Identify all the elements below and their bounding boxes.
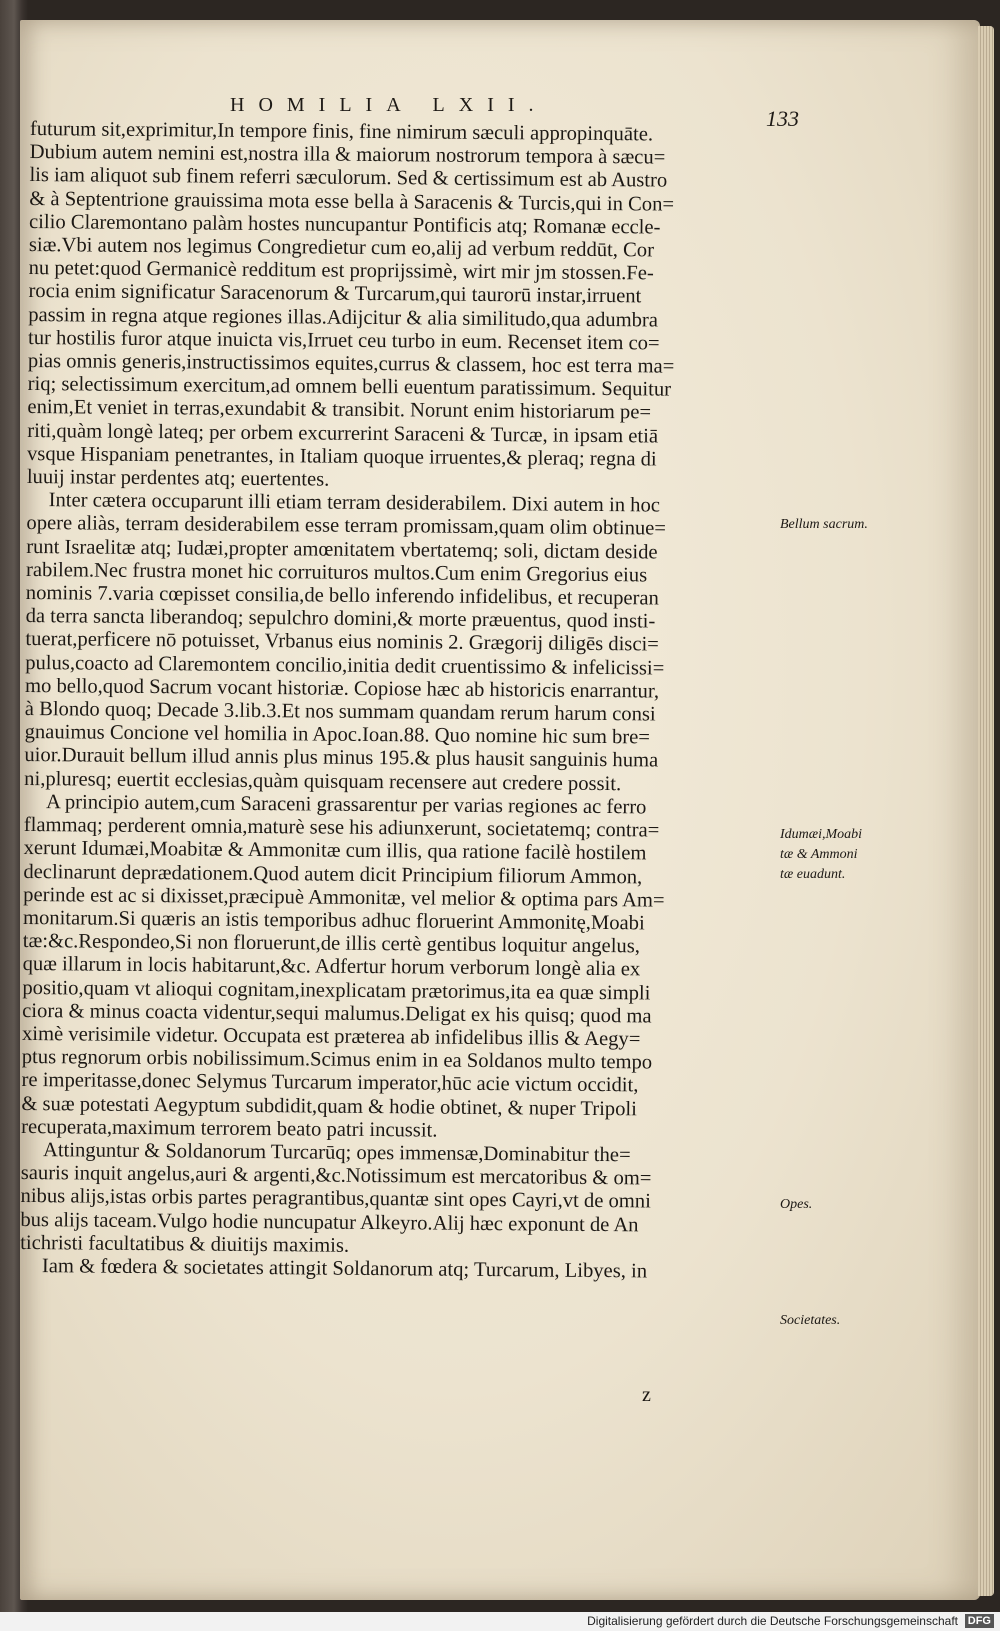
text-line: declinarunt deprædationem.Quod autem dicit Principium filiorum Ammon,: [23, 860, 643, 888]
text-line: perinde est ac si dixisset,præcipuè Ammonitæ, vel melior & optima pars Am=: [23, 883, 665, 912]
folio-number: 133: [766, 106, 799, 131]
running-head: HOMILIA LXII.: [230, 94, 548, 116]
text-line: da terra sancta liberandoq; sepulchro domini,& morte præuentus, quod insti-: [25, 605, 656, 633]
text-line: passim in regna atque regiones illas.Adijcitur & alia similitudo,qua adumbra: [28, 303, 659, 332]
signature-mark: z: [642, 1384, 651, 1406]
margin-note-idumaei-3: tæ euadunt.: [780, 867, 846, 882]
text-line: & suæ potestati Aegyptum subdidit,quam & hodie obtinet, & nuper Tripoli: [21, 1092, 638, 1120]
text-line: A principio autem,cum Saraceni grassarentur per varias regiones ac ferro: [45, 791, 647, 819]
text-line: siæ.Vbi autem nos legimus Congredietur cum eo,alij ad verbum reddūt, Cor: [28, 234, 655, 262]
text-line: riq; selectissimum exercitum,ad omnem belli euentum paratissimum. Sequitur: [27, 373, 672, 401]
text-line: bus alijs taceam.Vulgo hodie nuncupatur Alkeyro.Alij hæc exponunt de An: [20, 1208, 639, 1236]
text-line: monitarum.Si quæris an istis temporibus adhuc floruerint Ammonitę,Moabi: [22, 906, 645, 935]
text-line: ciora & minus coacta videntur,sequi malumus.Deligat ex his quisq; quod ma: [22, 999, 652, 1028]
text-line: vsque Hispaniam penetrantes, in Italiam quoque irruentes,& pleraq; regna di: [26, 442, 657, 471]
text-line: luuij instar perdentes atq; euertentes.: [26, 466, 330, 491]
text-line: Attinguntur & Soldanorum Turcarūq; opes immensæ,Dominabitur the=: [42, 1139, 631, 1167]
text-line: quæ illarum in locis habitarunt,&c. Adfertur horum verborum longè alia ex: [22, 953, 641, 981]
text-line: nominis 7.varia cœpisset consilia,de bello inferendo infidelibus, et recuperan: [25, 582, 660, 610]
text-line: riti,quàm longè lateq; per orbem excurrerint Saraceni & Turcæ, in ipsam etiā: [27, 419, 659, 448]
text-line: flammaq; perderent omnia,maturè sese his adiunxerunt, societatemq; contra=: [23, 814, 660, 842]
text-line: futurum sit,exprimitur,In tempore finis, fine nimirum sæculi appropinquāte.: [29, 118, 654, 146]
text-line: nu petet:quod Germanicè redditum est proprijssimè, wirt mir jm stossen.Fe-: [28, 257, 654, 285]
text-line: positio,quam vt alioqui cognitam,inexplicatam prætorimus,ita ea quæ simpli: [22, 976, 651, 1004]
text-line: rabilem.Nec frustra monet hic corruituros multos.Cum enim Gregorius eius: [25, 558, 648, 587]
body-text: [20, 118, 778, 1285]
page-edge: [978, 26, 994, 1596]
margin-note-bellum-sacrum: Bellum sacrum.: [780, 517, 868, 532]
margin-note-societates: Societates.: [780, 1313, 841, 1328]
text-line: sauris inquit angelus,auri & argenti,&c.Notissimum est mercatoribus & om=: [20, 1162, 652, 1190]
text-line: ptus regnorum orbis nobilissimum.Scimus enim in ea Soldanos multo tempo: [21, 1046, 653, 1074]
margin-note-idumaei-1: Idumæi,Moabi: [780, 827, 863, 842]
text-line: Inter cætera occuparunt illi etiam terram desiderabilem. Dixi autem in hoc: [48, 489, 661, 517]
text-line: runt Israelitæ atq; Iudæi,propter amœnitatem vbertatemq; soli, dictam deside: [26, 535, 658, 564]
text-line: pulus,coacto ad Claremontem concilio,initia dedit cruentissimo & infelicissi=: [25, 651, 665, 680]
text-line: tæ:&c.Respondeo,Si non floruerunt,de illis certè gentibus loquitur angelus,: [22, 930, 641, 958]
margin-note-idumaei-2: tæ & Ammoni: [780, 847, 858, 862]
text-line: enim,Et veniet in terras,exundabit & transibit. Norunt enim historiarum pe=: [27, 396, 652, 424]
text-line: Dubium autem nemini est,nostra illa & maiorum nostrorum tempora à sæcu=: [29, 141, 666, 169]
text-line: gnauimus Concione vel homilia in Apoc.Ioan.88. Quo nomine hic sum bre=: [24, 721, 651, 749]
text-line: re imperitasse,donec Selymus Turcarum imperator,hūc acie victum occidit,: [21, 1069, 639, 1097]
text-line: nibus alijs,istas orbis partes peragrantibus,quantæ sint opes Cayri,vt de omni: [20, 1185, 651, 1213]
text-line: uior.Durauit bellum illud annis plus minus 195.& plus hausit sanguinis huma: [24, 744, 659, 772]
text-line: xerunt Idumæi,Moabitæ & Ammonitæ cum illis, qua ratione facilè hostilem: [23, 837, 647, 865]
footer-credit: Digitalisierung gefördert durch die Deutsche Forschungsgemeinschaft: [587, 1614, 958, 1628]
margin-note-opes: Opes.: [780, 1197, 813, 1212]
text-line: lis iam aliquot sub finem referri sæculorum. Sed & certissimum est ab Austro: [29, 164, 668, 192]
text-line: à Blondo quoq; Decade 3.lib.3.Et nos summam quandam rerum harum consi: [24, 698, 656, 726]
text-line: opere aliàs, terram desiderabilem esse terram promissam,quam olim obtinue=: [26, 512, 667, 541]
text-line: ni,pluresq; euertit ecclesias,quàm quisquam recensere aut credere possit.: [24, 767, 622, 795]
text-line: rocia enim significatur Saracenorum & Turcarum,qui taurorū instar,irruent: [28, 280, 642, 308]
text-line: cilio Claremontano palàm hostes nuncupantur Pontificis atq; Romanæ eccle-: [28, 210, 661, 239]
text-line: mo bello,quod Sacrum vocant historiæ. Copiose hæc ab historicis enarrantur,: [24, 674, 660, 703]
text-line: Iam & fœdera & societates attingit Soldanorum atq; Turcarum, Libyes, in: [41, 1255, 648, 1283]
text-line: ximè verisimile videtur. Occupata est præterea ab infidelibus illis & Aegy=: [21, 1022, 641, 1051]
text-line: tur hostilis furor atque inuicta vis,Irruet ceu turbo in eum. Recenset item co=: [27, 326, 660, 355]
text-line: tichristi facultatibus & diuitijs maximis.: [20, 1231, 350, 1257]
text-line: pias omnis generis,instructissimos equites,currus & classem, hoc est terra ma=: [27, 350, 675, 378]
text-line: tuerat,perficere nō potuisset, Vrbanus eius nominis 2. Grægorij diligēs disci=: [25, 628, 659, 656]
dfg-logo: DFG: [965, 1614, 994, 1628]
text-line: recuperata,maximum terrorem beato patri incussit.: [21, 1115, 438, 1142]
text-line: & à Septentrione grauissima mota esse bella à Saracenis & Turcis,qui in Con=: [29, 187, 675, 216]
